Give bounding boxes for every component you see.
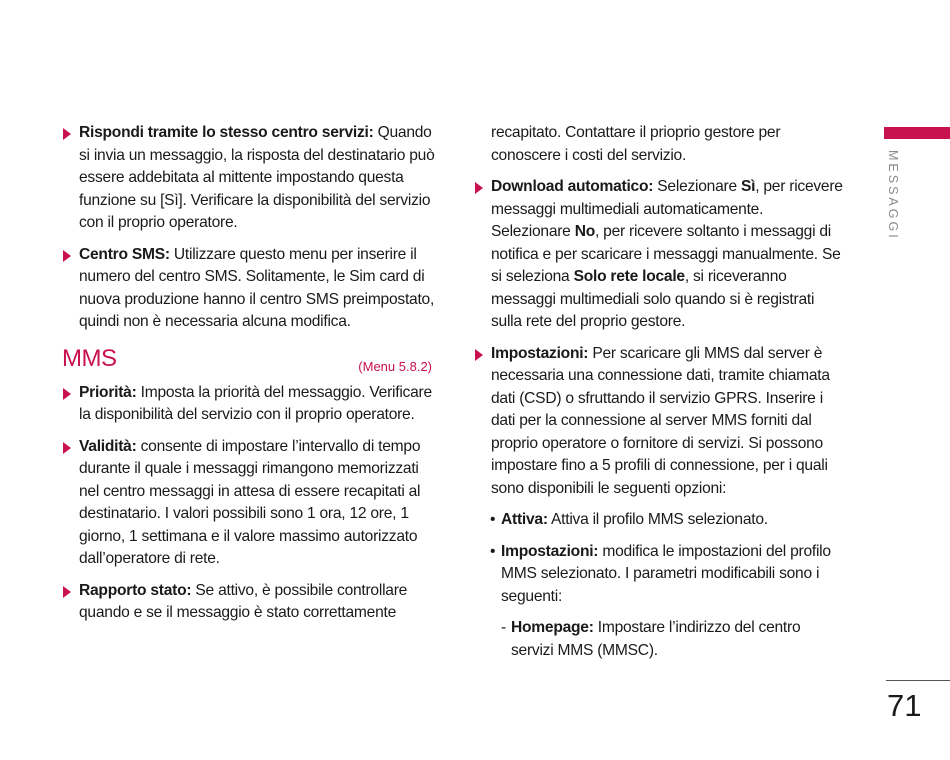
item-text: Se attivo, è possibile controllare quando e se il messaggio è stato correttamente — [79, 581, 408, 621]
chapter-tab — [877, 150, 909, 250]
item-text: , per ricevere messaggi multimediali automaticamente. Selezionare — [491, 178, 843, 240]
triangle-right-icon — [63, 442, 71, 454]
triangle-right-icon — [63, 586, 71, 598]
right-column — [474, 122, 846, 671]
triangle-right-icon — [63, 250, 71, 262]
item-label: Rispondi tramite lo stesso centro servizi: — [79, 124, 374, 141]
chapter-tab-label: MESSAGGI — [886, 150, 900, 241]
sub-item-settings — [474, 541, 846, 609]
item-label: Priorità: — [79, 383, 137, 401]
setting-item-sms-center — [62, 244, 442, 334]
item-label: Rapporto stato: — [79, 581, 192, 599]
item-label: Validità: — [79, 437, 137, 455]
dash-marker: - — [501, 619, 506, 636]
bullet-marker: • — [490, 511, 496, 528]
page-number: 71 — [887, 688, 922, 723]
setting-item-priority — [62, 382, 442, 427]
item-text: consente di impostare l’intervallo di tempo durante il quale i messaggi rimangono memorizzati nel centro messaggi in attesa di essere recapitati al destinatario. I valori possibili sono 1 ora, 12 ore, 1 giorno, 1 settimana e il valore massimo autorizzato dall’operatore di rete. — [79, 437, 421, 567]
item-label: Homepage: — [511, 619, 594, 636]
item-text: Selezionare — [653, 178, 741, 195]
triangle-right-icon — [63, 388, 71, 400]
item-label: Impostazioni: — [501, 542, 599, 560]
setting-item-settings — [474, 343, 846, 501]
item-text: Per scaricare gli MMS dal server è necessaria una connessione dati, tramite chiamata dati (CSD) o sfruttando il servizio GPRS. Inserire i dati per la connessione al server MMS forniti dal proprio operatore o fornitore di servizi. Si possono impostare fino a 5 profili di connessione, per i quali sono disponibili le seguenti opzioni: — [491, 344, 830, 497]
item-text: Impostare l’indirizzo del centro servizi MMS (MMSC). — [511, 619, 801, 659]
left-column — [62, 122, 442, 634]
menu-reference: (Menu 5.8.2) — [358, 358, 432, 374]
setting-item-auto-download — [474, 176, 846, 334]
option-no: No — [574, 223, 595, 240]
item-label: Attiva: — [501, 511, 548, 528]
item-text: modifica le impostazioni del profilo MMS selezionato. I parametri modificabili sono i seguenti: — [501, 542, 831, 605]
item-text: Attiva il profilo MMS selezionato. — [547, 511, 768, 528]
page-number-rule — [886, 680, 950, 681]
item-text: , per ricevere soltanto i messaggi di notifica e per scaricare i messaggi manualmente. Se si seleziona — [491, 223, 841, 285]
triangle-right-icon — [63, 128, 71, 140]
bullet-marker: • — [490, 542, 496, 560]
triangle-right-icon — [475, 349, 483, 361]
item-text: Quando si invia un messaggio, la risposta del destinatario può essere addebitata al mittente impostando questa funzione su [Sì]. Verificare la disponibilità del servizio con il proprio operatore. — [79, 124, 435, 231]
item-label: Download automatico: — [491, 178, 654, 195]
item-label: Centro SMS: — [79, 245, 170, 263]
sub-sub-item-homepage — [474, 617, 846, 662]
section-title: MMS — [62, 344, 117, 372]
setting-item-validity — [62, 436, 442, 571]
option-yes: Sì — [740, 178, 756, 195]
triangle-right-icon — [475, 182, 483, 194]
setting-item-reply-via-same-center — [62, 122, 442, 235]
section-header-mms — [62, 346, 442, 378]
item-text: , si riceveranno messaggi multimediali solo quando si è registrati sulla rete del proprio gestore. — [491, 268, 815, 330]
item-text: Imposta la priorità del messaggio. Verificare la disponibilità del servizio con il proprio operatore. — [79, 383, 432, 423]
status-report-continuation: recapitato. Contattare il prioprio gestore per conoscere i costi del servizio. — [491, 124, 781, 164]
item-label: Impostazioni: — [491, 344, 589, 362]
item-text: Utilizzare questo menu per inserire il numero del centro SMS. Solitamente, le Sim card di nuova produzione hanno il centro SMS preimpostato, quindi non è necessaria alcuna modifica. — [79, 245, 435, 330]
option-home-network-only: Solo rete locale — [573, 268, 685, 285]
setting-item-status-report — [62, 580, 442, 625]
sub-item-activate — [474, 509, 846, 532]
chapter-color-bar — [884, 127, 950, 139]
